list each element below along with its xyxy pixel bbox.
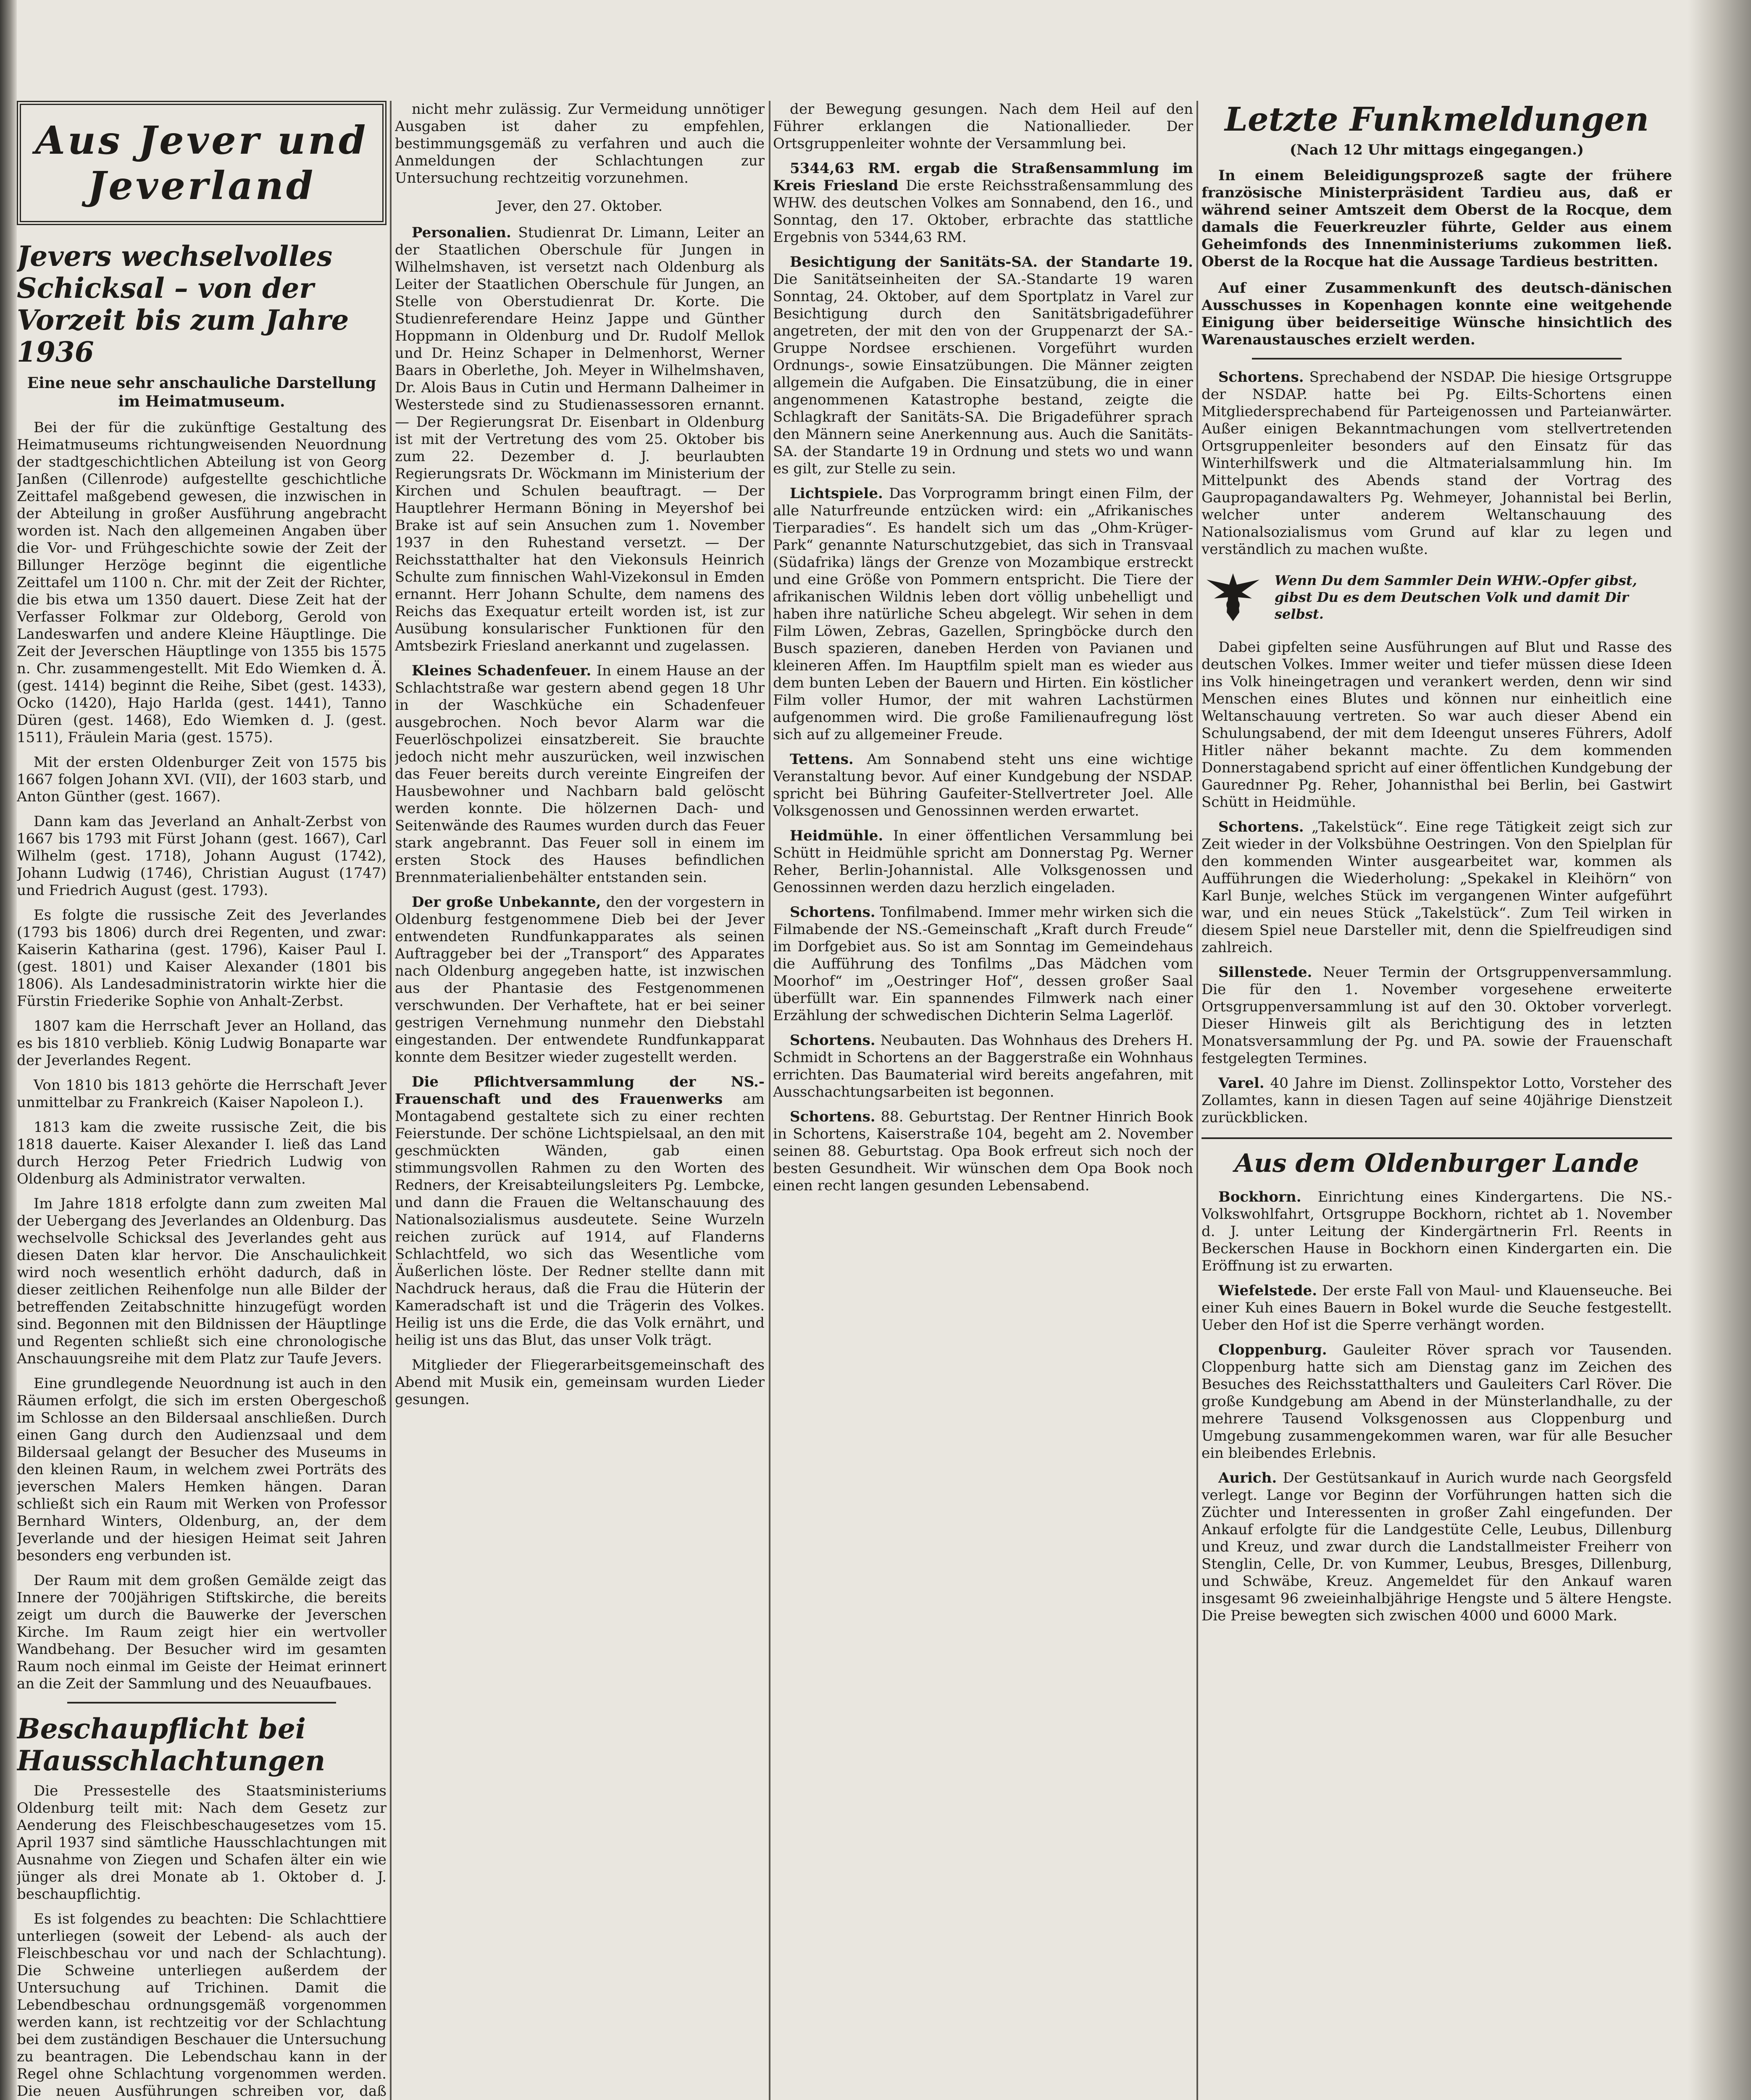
column-1	[17, 101, 386, 2100]
paragraph: Dann kam das Jeverland an Anhalt-Zerbst von 1667 bis 1793 mit Fürst Johann (gest. 1667), Carl Wilhelm (gest. 1718), Johann August (1742), Johann Ludwig (1746), Christian August (1747) und Friedrich August (gest. 1793).	[17, 813, 386, 899]
news-item	[1202, 1075, 1672, 1126]
divider	[67, 1702, 336, 1704]
news-item-keyword: Bockhorn.	[1218, 1189, 1301, 1205]
news-item-keyword: Personalien.	[412, 224, 511, 241]
news-item-keyword: 5344,63 RM. ergab die Straßensammlung im Kreis Friesland	[773, 160, 1193, 194]
news-item-text: Der erste Fall von Maul- und Klauenseuche. Bei einer Kuh eines Bauern in Bokel wurde die Seuche festgestellt. Ueber den Hof ist die Sperre verhängt worden.	[1202, 1282, 1672, 1334]
article-continuation: der Bewegung gesungen. Nach dem Heil auf den Führer erklangen die Nationallieder. Der Ortsgruppenleiter wohnte der Versammlung bei.	[773, 101, 1193, 152]
news-item-keyword: Lichtspiele.	[790, 485, 883, 502]
news-item-text: 40 Jahre im Dienst. Zollinspektor Lotto, Vorsteher des Zollamtes, kann in diesen Tagen auf seine 40jährige Dienstzeit zurückblicken.	[1202, 1075, 1672, 1126]
news-item-text: Sprechabend der NSDAP. Die hiesige Ortsgruppe der NSDAP. hatte bei Pg. Eilts-Schortens einen Mitgliedersprechabend für Parteigenossen und Parteianwärter. Außer einigen Bekanntmachungen vom stellvertretenden Ortsgruppenleiter besonders auf den Einsatz für das Winterhilfswerk und die Altmaterialsammlung hin. Im Mittelpunkt des Abends stand der Vortrag des Gaupropagandawalters Pg. Wehmeyer, Johannistal bei Berlin, welcher unter anderem Weltanschauung des Nationalsozialismus vom Grund auf klar zu legen und verständlich zu machen wußte.	[1202, 369, 1672, 558]
news-item	[773, 485, 1193, 743]
news-item-keyword: Die Pflichtversammlung der NS.-Frauenschaft und des Frauenwerks	[395, 1074, 765, 1108]
article-body	[17, 1375, 386, 1693]
news-item-keyword: Besichtigung der Sanitäts-SA. der Standarte 19.	[790, 254, 1193, 270]
news-item-text: Studienrat Dr. Limann, Leiter an der Staatlichen Oberschule für Jungen in Wilhelmshaven, ist versetzt nach Oldenburg als Leiter der Staatlichen Oberschule für Jungen, an Stelle von Oberstudienrat Dr. Korte. Die Studienreferendare Heinz Jappe und Günther Hoppmann in Oldenburg und Dr. Rudolf Mellok und Dr. Heinz Schaper in Delmenhorst, Werner Baars in Oberlethe, Joh. Meyer in Wilhelmshaven, Dr. Alois Baus in Cutin und Hermann Dalheimer in Westerstede sind zu Studienassessoren ernannt. — Der Regierungsrat Dr. Eisenbart in Oldenburg ist mit der Vertretung des vom 25. Oktober bis zum 22. Dezember d. J. beurlaubten Regierungsrats Dr. Wöckmann im Ministerium der Kirchen und Schulen beauftragt. — Der Hauptlehrer Hermann Böning in Meyershof bei Brake ist auf sein Ansuchen zum 1. November 1937 in den Ruhestand versetzt. — Der Reichsstatthalter hat den Viekonsuls Heinrich Schulte zum finnischen Wahl-Vizekonsul in Emden ernannt. Herr Johann Schulte, dem namens des Reichs das Exequatur erteilt worden ist, ist zur Ausübung konsularischer Funktionen für den Amtsbezirk Friesland anerkannt und zugelassen.	[395, 224, 765, 654]
news-item-text: Am Sonnabend steht uns eine wichtige Veranstaltung bevor. Auf einer Kundgebung der NSDAP. spricht bei Bühring Gaufeiter-Stellvertreter Joel. Alle Volksgenossen und Genossinnen werden erwartet.	[773, 751, 1193, 819]
news-item-keyword: Tettens.	[790, 751, 854, 768]
news-item	[1202, 1282, 1672, 1334]
section-heading-funkmeldungen: Letzte Funkmeldungen	[1225, 101, 1649, 139]
paragraph: Mit der ersten Oldenburger Zeit von 1575 bis 1667 folgen Johann XVI. (VII), der 1603 starb, und Anton Günther (gest. 1667).	[17, 754, 386, 805]
page-edge	[1688, 0, 1751, 2100]
book-binding	[0, 0, 17, 2100]
news-items	[395, 224, 765, 1408]
news-item-text: am Montagabend gestaltete sich zu einer rechten Feierstunde. Der schöne Lichtspielsaal, an den mit geschmückten Wänden, gab einen stimmungsvollen Rahmen zu den Worten des Redners, der Kreisabteilungsleiters Pg. Lembcke, und dann die Frauen die Weltanschauung des Nationalsozialismus ausdeutete. Seine Wurzeln reichen zurück auf 1914, auf Flanderns Schlachtfeld, wo sich das Wesentliche vom Äußerlichen löste. Der Redner stellte dann mit Nachdruck heraus, daß die Frau die Hüterin der Kameradschaft ist und die Trägerin des Volkes. Heilig ist uns die Erde, die das Volk ernährt, und heilig ist uns das Blut, das unser Volk trägt.	[395, 1091, 765, 1349]
news-items	[773, 160, 1193, 1194]
news-item-text: In einer öffentlichen Versammlung bei Schütt in Heidmühle spricht am Donnerstag Pg. Werner Reher, Berlin-Johannistal. Alle Volksgenossen und Genossinnen werden dazu herzlich eingeladen.	[773, 827, 1193, 896]
news-item	[773, 751, 1193, 820]
column-4	[1202, 101, 1672, 2100]
funk-items	[1202, 167, 1672, 349]
news-items	[1202, 639, 1672, 1126]
news-item	[1202, 819, 1672, 956]
paragraph: Es ist folgendes zu beachten: Die Schlachttiere unterliegen (soweit der Lebend- als auch der Fleischbeschau vor und nach der Schlachtung). Die Schweine unterliegen außerdem der Untersuchung auf Trichinen. Damit die Lebendbeschau ordnungsgemäß vorgenommen werden kann, ist rechtzeitig vor der Schlachtung bei dem zuständigen Beschauer die Untersuchung zu beantragen. Die Lebendschau kann in der Regel ohne Schlachtung vorgenommen werden. Die neuen Ausführungen schreiben vor, daß	[17, 1911, 386, 2100]
news-item	[1202, 1470, 1672, 1625]
news-item-keyword: Aurich.	[1218, 1470, 1277, 1486]
paragraph: 1807 kam die Herrschaft Jever an Holland, das es bis 1810 verblieb. König Ludwig Bonaparte war der Jeverlandes Regent.	[17, 1018, 386, 1069]
funk-item: In einem Beleidigungsprozeß sagte der frühere französische Ministerpräsident Tardieu aus, daß er während seiner Amtszeit dem Oberst de la Rocque, dem damals die Feuerkreuzler führte, Gelder aus einem Geheimfonds des Innenministeriums zukommen ließ. Oberst de la Rocque hat die Aussage Tardieus bestritten.	[1202, 167, 1672, 270]
news-item	[773, 827, 1193, 896]
news-item-text: Die Sanitätseinheiten der SA.-Standarte 19 waren Sonntag, 24. Oktober, auf dem Sportplatz in Varel zur Besichtigung durch den Sanitätsbrigadeführer angetreten, der mit den von der Gruppenarzt der SA.-Gruppe Nordsee erschienen. Vorgeführt wurden Ordnungs-, sowie Einsatzübungen. Die Männer zeigten allgemein die Aufgaben. Die Einsatzübung, die in einer angenommenen Katastrophe bestand, zeigte die Schlagkraft der Sanitäts-SA. Die Brigadeführer sprach den Männern seine Anerkennung aus. Auch die Sanitäts-SA. der Standarte 19 in Ordnung und stets wo und wann es gilt, zur Stelle zu sein.	[773, 271, 1193, 477]
news-item	[395, 662, 765, 886]
news-item-text: In einem Hause an der Schlachtstraße war gestern abend gegen 18 Uhr in der Waschküche ein Schadenfeuer ausgebrochen. Noch bevor Alarm war die Feuerlöschpolizei einsatzbereit. Sie brauchte jedoch nicht mehr auszurücken, weil inzwischen das Feuer bereits durch vereinte Eingreifen der Hausbewohner und Nachbarn bald gelöscht werden konnte. Die hölzernen Dach- und Seitenwände des Raumes wurden durch das Feuer stark angebrannt. Das Feuer soll in einem im ersten Stock des Hauses befindlichen Brennmaterialienbehälter entstanden sein.	[395, 662, 765, 886]
column-3	[773, 101, 1193, 2100]
column-rule	[769, 101, 770, 2100]
news-item-text: Mitglieder der Fliegerarbeitsgemeinschaft des Abend mit Musik ein, gemeinsam wurden Lieder gesungen.	[395, 1357, 765, 1408]
news-item-keyword: Schortens.	[790, 904, 876, 921]
news-item	[395, 224, 765, 655]
eagle-icon	[1202, 566, 1265, 629]
newspaper-page	[17, 101, 1672, 2100]
news-item-keyword: Sillenstede.	[1218, 964, 1312, 981]
article-body	[17, 1782, 386, 2100]
section-note: (Nach 12 Uhr mittags eingegangen.)	[1289, 142, 1584, 158]
news-item-keyword: Kleines Schadenfeuer.	[412, 662, 592, 679]
section-box-heading: Aus Jever und Jeverland	[17, 101, 386, 225]
news-item-text: Neubauten. Das Wohnhaus des Drehers H. Schmidt in Schortens an der Baggerstraße ein Wohnhaus errichten. Das Baumaterial wird bereits angefahren, mit Ausschachtungsarbeiten ist begonnen.	[773, 1032, 1193, 1100]
news-item-keyword: Varel.	[1218, 1075, 1265, 1092]
news-item	[773, 254, 1193, 478]
article-subline: Eine neue sehr anschauliche Darstellung im Heimatmuseum.	[27, 374, 376, 410]
section-heading-oldenburger-lande: Aus dem Oldenburger Lande	[1202, 1137, 1672, 1179]
news-item-keyword: Heidmühle.	[790, 827, 883, 844]
paragraph: Bei der für die zukünftige Gestaltung des Heimatmuseums richtungweisenden Neuordnung der stadtgeschichtlichen Abteilung ist von Georg Janßen (Cillenrode) aufgestellte geschichtliche Zeittafel maßgebend gewesen, die inzwischen in der Abteilung in großer Ausführung angebracht worden ist. Nach den allgemeinen Angaben über die Vor- und Frühgeschichte sowie der Zeit der Billunger Herzöge beginnt die eigentliche Zeittafel um 1100 n. Chr. mit der Zeit der Richter, die bis etwa um 1350 dauert. Diese Zeit hat der Verfasser Folkmar zur Oldeborg, Gerold von Landeswarfen und andere Kleine Häuptlinge. Die Zeit der Jeverschen Häuptlinge von 1355 bis 1575 n. Chr. zusammengestellt. Mit Edo Wiemken d. Ä. (gest. 1414) beginnt die Reihe, Sibet (gest. 1433), Ocko (1420), Hajo Harlda (gest. 1441), Tanno Düren (gest. 1468), Edo Wiemken d. J. (gest. 1511), Fräulein Maria (gest. 1575).	[17, 419, 386, 746]
paragraph: Der Raum mit dem großen Gemälde zeigt das Innere der 700jährigen Stiftskirche, die bereits zeigt um durch die Bauwerke der Jeverschen Kirche. Im Raum zeigt hier ein wertvoller Wandbehang. Der Besucher wird im gesamten Raum noch einmal im Geiste der Heimat erinnert an die Zeit der Sammlung und des Neuaufbaues.	[17, 1572, 386, 1692]
news-item-text: 88. Geburtstag. Der Rentner Hinrich Book in Schortens, Kaiserstraße 104, begeht am 2. November seinen 88. Geburtstag. Opa Book erfreut sich noch der besten Gesundheit. Wir wünschen dem Opa Book noch einen recht langen gesunden Lebensabend.	[773, 1108, 1193, 1194]
funk-item: Auf einer Zusammenkunft des deutsch-dänischen Ausschusses in Kopenhagen konnte eine weitgehende Einigung über beiderseitige Wünsche hinsichtlich des Warenaustausches erzielt werden.	[1202, 280, 1672, 348]
news-item-text: Neuer Termin der Ortsgruppenversammlung. Die für den 1. November vorgesehene erweiterte Ortsgruppenversammlung ist auf den 30. Oktober vorverlegt. Dieser Hinweis gilt als Berichtigung des in letzten Monatsversammlung der Pg. und PA. sowie der Frauenschaft festgelegten Termines.	[1202, 964, 1672, 1067]
article-headline: Jevers wechselvolles Schicksal – von der Vorzeit bis zum Jahre 1936	[17, 240, 349, 368]
news-item	[773, 1032, 1193, 1101]
dateline: Jever, den 27. Oktober.	[497, 198, 663, 215]
news-item-keyword: Cloppenburg.	[1218, 1341, 1327, 1358]
news-item	[1202, 1189, 1672, 1275]
divider	[1252, 358, 1622, 360]
news-item	[1202, 1341, 1672, 1462]
news-item-text: Das Vorprogramm bringt einen Film, der alle Naturfreunde entzücken wird: ein „Afrikanisches Tierparadies“. Es handelt sich um das „Ohm-Krüger-Park“ genannte Naturschutzgebiet, das sich in Transvaal (Südafrika) längs der Grenze von Mozambique erstreckt und eine Größe von Pommern entspricht. Die Tiere der afrikanischen Wildnis leben dort völlig unbehelligt und haben ihre natürliche Scheu abgelegt. Wir sehen in dem Film Löwen, Zebras, Gazellen, Springböcke durch den Busch spazieren, daneben Herden von Pavianen und kleineren Affen. Im Hauptfilm spielt man es wieder aus dem bunten Leben der Bauern und Hirten. Ein köstlicher Film voller Humor, der mit wahren Lachstürmen aufgenommen wird. Die große Familienaufregung löst sich auf zu allgemeiner Freude.	[773, 485, 1193, 743]
news-item-keyword: Schortens.	[790, 1108, 876, 1125]
news-item	[773, 160, 1193, 246]
news-item-keyword: Wiefelstede.	[1218, 1282, 1317, 1299]
news-item-text: Einrichtung eines Kindergartens. Die NS.-Volkswohlfahrt, Ortsgruppe Bockhorn, richtet ab 1. November d. J. unter Leitung der Kindergärtnerin Frl. Reents in Beckerschen Hause in Bockhorn einen Kindergarten ein. Die Eröffnung ist zu erwarten.	[1202, 1189, 1672, 1274]
news-item-keyword: Der große Unbekannte,	[412, 894, 601, 911]
column-2	[395, 101, 765, 2100]
column-rule	[390, 101, 392, 2100]
news-item-text: Dabei gipfelten seine Ausführungen auf Blut und Rasse des deutschen Volkes. Immer weiter und tiefer müssen diese Ideen ins Volk hineingetragen und verankert werden, denn wir sind Menschen eines Blutes und können nur einheitlich eine Weltanschauung vertreten. So war auch dieser Abend ein Schulungsabend, der mit dem Ideengut unseres Führers, Adolf Hitler näher bekannt machte. Zu dem kommenden Donnerstagabend spricht auf einer öffentlichen Kundgebung der Gaurednner Pg. Reher, Johannisthal bei Berlin, bei Gastwirt Schütt in Heidmühle.	[1202, 639, 1672, 811]
news-item-text: Gauleiter Röver sprach vor Tausenden. Cloppenburg hatte sich am Dienstag ganz im Zeichen des Besuches des Reichsstatthalters und Gauleiters Carl Röver. Die große Kundgebung am Abend in der Münsterlandhalle, zu der mehrere Tausend Volksgenossen aus Cloppenburg und Umgebung zusammengekommen waren, war für alle Besucher ein bleibendes Erlebnis.	[1202, 1341, 1672, 1462]
news-items	[1202, 369, 1672, 558]
news-item	[773, 904, 1193, 1024]
news-item-text: Der Gestütsankauf in Aurich wurde nach Georgsfeld verlegt. Lange vor Beginn der Vorführungen hatten sich die Züchter und Interessenten in großer Zahl eingefunden. Der Ankauf erfolgte für die Landgestüte Celle, Leubus, Dillenburg und Kreuz, und zwar durch die Landstallmeister Freiherr von Stenglin, Celle, Dr. von Kummer, Leubus, Bresges, Dillenburg, und Schwäbe, Kreuz. Angemeldet für den Ankauf waren insgesamt 96 zweieinhalbjährige Hengste und 5 ältere Hengste. Die Preise bewegten sich zwischen 4000 und 6000 Mark.	[1202, 1470, 1672, 1624]
whw-notice	[1202, 566, 1672, 629]
paragraph: Eine grundlegende Neuordnung ist auch in den Räumen erfolgt, die sich im ersten Obergeschoß im Schlosse an den Bildersaal anschließen. Durch einen Gang durch den Audienzsaal und dem Bildersaal gelangt der Besucher des Museums in den kleinen Raum, in welchem zwei Porträts des jeverschen Malers Hemken hängen. Daran schließt sich ein Raum mit Werken von Professor Bernhard Winters, Oldenburg, an, der dem Jeverlande und der hiesigen Heimat seit Jahren besonders eng verbunden ist.	[17, 1375, 386, 1564]
news-item	[395, 894, 765, 1066]
column-rule	[1196, 101, 1198, 2100]
news-item-text: den der vorgestern in Oldenburg festgenommene Dieb bei der Jever entwendeten Rundfunkapparates als seinen Auftraggeber bei der „Transport“ des Apparates nach Oldenburg angegeben hatte, ist inzwischen aus der Phantasie des Festgenommenen verschwunden. Der Verhaftete, hat er bei seiner gestrigen Vernehmung nunmehr den Diebstahl eingestanden. Der entwendete Rundfunkapparat konnte dem Besitzer wieder zugestellt werden.	[395, 894, 765, 1066]
news-item-keyword: Schortens.	[1218, 369, 1304, 386]
news-item	[773, 1108, 1193, 1194]
paragraph: Es folgte die russische Zeit des Jeverlandes (1793 bis 1806) durch drei Regenten, und zwar: Kaiserin Katharina (gest. 1796), Kaiser Paul I. (gest. 1801) und Kaiser Alexander (1801 bis 1806). Als Landesadministratorin wirkte hier die Fürstin Friederike Sophie von Anhalt-Zerbst.	[17, 907, 386, 1010]
news-item	[1202, 964, 1672, 1067]
article-body	[17, 419, 386, 1368]
news-item-keyword: Schortens.	[1218, 819, 1304, 835]
news-item	[1202, 639, 1672, 811]
news-item-text: „Takelstück“. Eine rege Tätigkeit zeigt sich zur Zeit wieder in der Volksbühne Oestringen. Von den Spielplan für den kommenden Winter ausgearbeitet war, kommen als Aufführungen die Wiederholung: „Spekakel in Kleihörn“ von Karl Bunje, welches Stück im vergangenen Winter aufgeführt war, und ein neues Stück „Takelstück“. Zum Teil wirken in diesem Spiel neue Darsteller mit, denn die Spielfreudigen sind zahlreich.	[1202, 819, 1672, 956]
news-item	[395, 1357, 765, 1408]
article-continuation: nicht mehr zulässig. Zur Vermeidung unnötiger Ausgaben ist daher zu empfehlen, bestimmungsgemäß zu verfahren und auch die Anmeldungen der Schlachtungen zur Untersuchung rechtzeitig vorzunehmen.	[395, 101, 765, 186]
news-item	[1202, 369, 1672, 558]
whw-notice-text: Wenn Du dem Sammler Dein WHW.-Opfer gibst, gibst Du es dem Deutschen Volk und damit Dir selbst.	[1275, 572, 1637, 622]
paragraph: Von 1810 bis 1813 gehörte die Herrschaft Jever unmittelbar zu Frankreich (Kaiser Napoleon I.).	[17, 1077, 386, 1111]
paragraph: Im Jahre 1818 erfolgte dann zum zweiten Mal der Uebergang des Jeverlandes an Oldenburg. Das wechselvolle Schicksal des Jeverlandes geht aus diesen Daten klar hervor. Die Anschaulichkeit wird noch wesentlich erhöht dadurch, daß in dieser zeitlichen Reihenfolge nun alle Bilder der betreffenden Zeitabschnitte hinzugefügt worden sind. Begonnen mit den Bildnissen der Häuptlinge und Regenten schließt sich eine chronologische Anschauungsreihe mit dem Platz zur Taufe Jevers.	[17, 1195, 386, 1367]
paragraph: 1813 kam die zweite russische Zeit, die bis 1818 dauerte. Kaiser Alexander I. ließ das Land durch Herzog Peter Friedrich Ludwig von Oldenburg als Administrator verwalten.	[17, 1119, 386, 1187]
news-items	[1202, 1189, 1672, 1625]
news-item	[395, 1074, 765, 1349]
news-item-text: Tonfilmabend. Immer mehr wirken sich die Filmabende der NS.-Gemeinschaft „Kraft durch Freude“ im Dorfgebiet aus. So ist am Sonntag im Gemeindehaus die Aufführung des Tonfilms „Das Mädchen vom Moorhof“ im „Oestringer Hof“, dessen großer Saal überfüllt war. Ein spannendes Filmwerk nach einer Erzählung der schwedischen Dichterin Selma Lagerlöf.	[773, 904, 1193, 1024]
news-item-keyword: Schortens.	[790, 1032, 876, 1049]
article-headline: Beschaupflicht bei Hausschlachtungen	[17, 1712, 326, 1777]
paragraph: Die Pressestelle des Staatsministeriums Oldenburg teilt mit: Nach dem Gesetz zur Aenderung des Fleischbeschaugesetzes vom 15. April 1937 sind sämtliche Hausschlachtungen mit Ausnahme von Ziegen und Schafen älter ein wie jünger als drei Monate ab 1. Oktober d. J. beschaupflichtig.	[17, 1782, 386, 1903]
news-item-text: Die erste Reichsstraßensammlung des WHW. des deutschen Volkes am Sonnabend, den 16., und Sonntag, den 17. Oktober, erbrachte das stattliche Ergebnis von 5344,63 RM.	[773, 177, 1193, 246]
